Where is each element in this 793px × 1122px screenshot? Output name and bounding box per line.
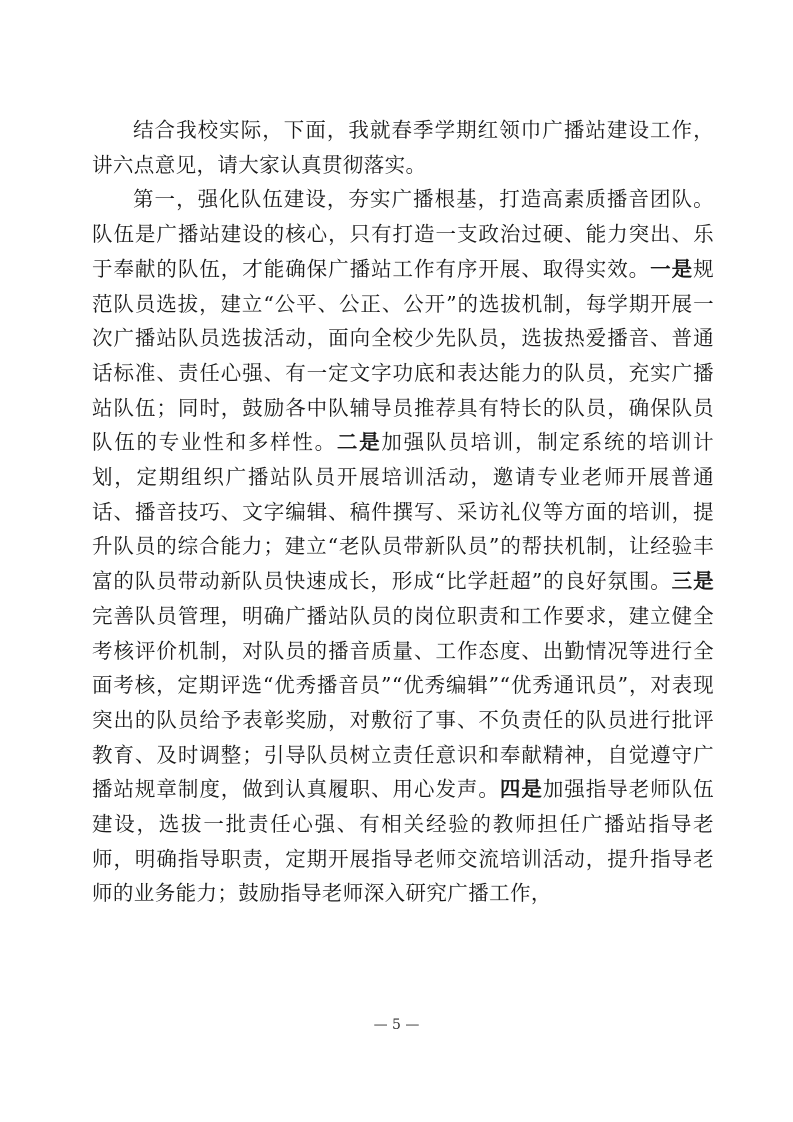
bold-ordinal-marker: 一是: [650, 256, 694, 281]
paragraph-text: 加强队员培训，制定系统的培训计划，定期组织广播站队员开展培训活动，邀请专业老师开展普通话、播音技巧、文字编辑、稿件撰写、采访礼仪等方面的培训，提升队员的综合能力；建立“老队员带新队员”的帮扶机制，让经验丰富的队员带动新队员快速成长，形成“比学赶超”的良好氛围。: [92, 430, 714, 594]
body-text: [92, 113, 714, 911]
body-paragraph: [92, 113, 714, 182]
paragraph-text: 完善队员管理，明确广播站队员的岗位职责和工作要求，建立健全考核评价机制，对队员的播音质量、工作态度、出勤情况等进行全面考核，定期评选“优秀播音员”“优秀编辑”“优秀通讯员”，对表现突出的队员给予表彰奖励，对敷衍了事、不负责任的队员进行批评教育、及时调整；引导队员树立责任意识和奉献精神，自觉遵守广播站规章制度，做到认真履职、用心发声。: [92, 603, 714, 802]
bold-ordinal-marker: 二是: [336, 430, 382, 455]
body-paragraph: [92, 182, 714, 911]
paragraph-text: 规范队员选拔，建立“公平、公正、公开”的选拔机制，每学期开展一次广播站队员选拔活动，面向全校少先队员，选拔热爱播音、普通话标准、责任心强、有一定文字功底和表达能力的队员，充实广播站队伍；同时，鼓励各中队辅导员推荐具有特长的队员，确保队员队伍的专业性和多样性。: [92, 256, 714, 455]
bold-ordinal-marker: 三是: [671, 569, 714, 594]
bold-ordinal-marker: 四是: [499, 777, 543, 802]
paragraph-text: 加强指导老师队伍建设，选拔一批责任心强、有相关经验的教师担任广播站指导老师，明确指导职责，定期开展指导老师交流培训活动，提升指导老师的业务能力；鼓励指导老师深入研究广播工作，: [92, 777, 714, 906]
paragraph-text: 结合我校实际，下面，我就春季学期红领巾广播站建设工作，讲六点意见，请大家认真贯彻落实。: [92, 118, 714, 177]
page-number: — 5 —: [373, 1017, 420, 1033]
paragraph-text: 第一，强化队伍建设，夯实广播根基，打造高素质播音团队。队伍是广播站建设的核心，只有打造一支政治过硬、能力突出、乐于奉献的队伍，才能确保广播站工作有序开展、取得实效。: [92, 187, 714, 281]
